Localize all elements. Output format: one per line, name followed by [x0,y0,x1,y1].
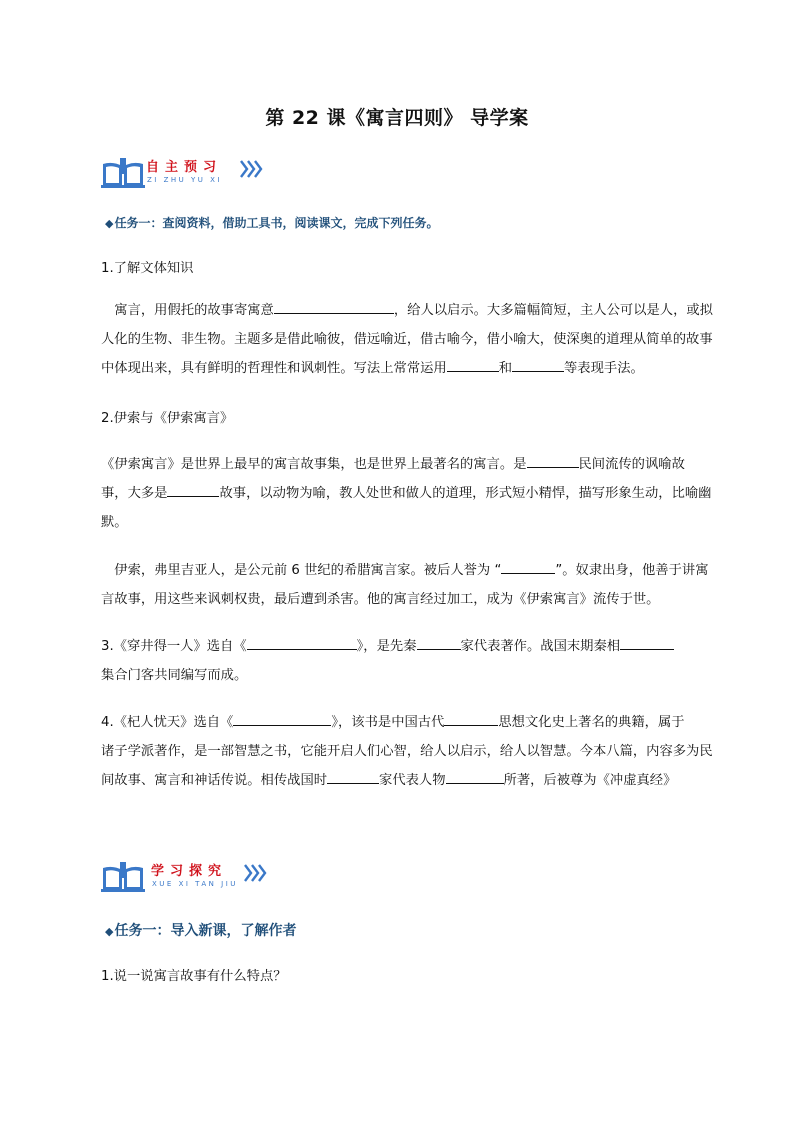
answer-blank[interactable] [512,359,564,372]
text-line: 诸子学派著作，是一部智慧之书，它能开启人们心智，给人以启示，给人以智慧。今本八篇，内容多为民 [101,744,713,759]
chevron-right-icon [239,158,263,180]
text-line: 集合门客共同编写而成。 [101,668,248,683]
text-line: 中体现出来，具有鲜明的哲理性和讽刺性。写法上常常运用 和 等表现手法。 [101,361,644,376]
answer-blank[interactable] [447,359,499,372]
text-line: 4.《杞人忧天》选自《 》，该书是中国古代 思想文化史上著名的典籍，属于 [101,715,685,730]
answer-blank[interactable] [233,713,331,726]
text-line: 间故事、寓言和神话传说。相传战国时 家代表人物 所著，后被尊为《冲虚真经》 [101,773,677,788]
answer-blank[interactable] [327,771,379,784]
open-book-icon [101,862,145,892]
text-line: 寓言，用假托的故事寄寓意 ，给人以启示。大多篇幅简短，主人公可以是人，或拟 [114,303,713,318]
section-heading: 学习探究 [151,864,228,879]
answer-blank[interactable] [274,301,394,314]
q1-body [101,296,721,383]
answer-blank[interactable] [167,484,219,497]
answer-blank[interactable] [501,561,555,574]
question-title: 2.伊索与《伊索寓言》 [101,411,234,426]
answer-blank[interactable] [444,713,498,726]
task-text: 任务一：查阅资料，借助工具书，阅读课文，完成下列任务。 [114,216,439,230]
answer-blank[interactable] [446,771,504,784]
task-heading [105,214,438,231]
question-1 [101,254,721,283]
section-banner-explore [101,860,301,896]
section-banner-preview [101,156,301,192]
answer-blank[interactable] [620,637,674,650]
page-title: 第 22 课《寓言四则》 导学案 [265,107,529,129]
text-line: 默。 [101,515,128,530]
open-book-icon [101,158,145,188]
section-pinyin: XUE XI TAN JIU [152,880,238,888]
q2-body [101,450,721,537]
question-title: 1.了解文体知识 [101,261,194,276]
q2-body-2 [101,556,721,614]
answer-blank[interactable] [247,637,357,650]
text-line: 言故事，用这些来讽刺权贵，最后遭到杀害。他的寓言经过加工，成为《伊索寓言》流传于世。 [101,592,660,607]
text-line: 3.《穿井得一人》选自《 》，是先秦 家代表著作。战国末期秦相 [101,632,721,661]
section-pinyin: ZI ZHU YU XI [147,176,222,184]
diamond-bullet-icon: ◆ [105,925,114,938]
answer-blank[interactable] [527,455,579,468]
answer-blank[interactable] [417,637,461,650]
text-line: 事，大多是 故事，以动物为喻，教人处世和做人的道理，形式短小精悍，描写形象生动，比喻幽 [101,486,712,501]
text-line: 人化的生物、非生物。主题多是借此喻彼，借远喻近，借古喻今，借小喻大，使深奥的道理从简单的故事 [101,332,713,347]
question-title: 1.说一说寓言故事有什么特点？ [101,969,287,984]
text-line: 《伊索寓言》是世界上最早的寓言故事集，也是世界上最著名的寓言。是 民间流传的讽喻故 [101,457,685,472]
chevron-right-icon [243,862,267,884]
task-text: 任务一：导入新课，了解作者 [114,923,297,939]
question-3 [101,632,721,690]
question-2 [101,404,721,433]
section-heading: 自主预习 [146,160,223,175]
explore-question-1 [101,962,721,991]
task-heading [105,920,296,940]
text-line: 伊索，弗里吉亚人，是公元前 6 世纪的希腊寓言家。被后人誉为 “ ”。奴隶出身，他善于讲寓 [114,563,709,578]
question-4 [101,708,721,795]
diamond-bullet-icon: ◆ [105,217,114,230]
